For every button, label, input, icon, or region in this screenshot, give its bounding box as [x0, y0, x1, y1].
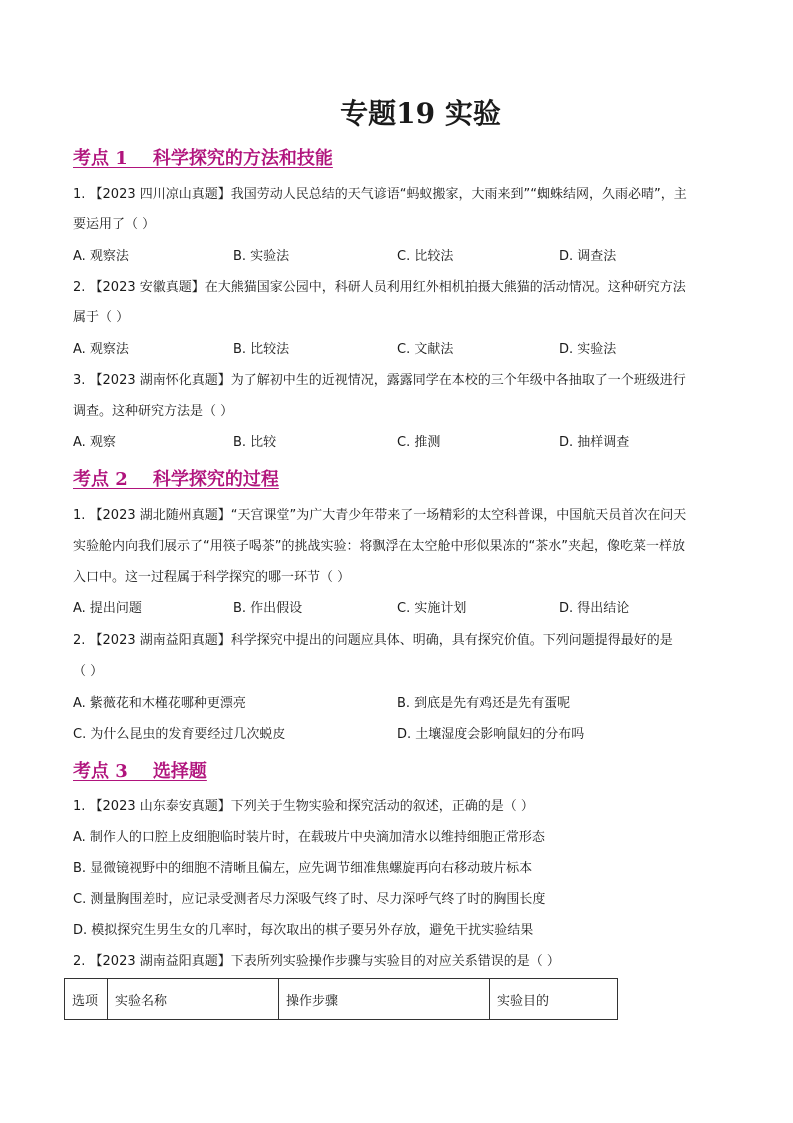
section-heading-3: 考点 3 选择题: [73, 761, 207, 782]
option-a: A. 制作人的口腔上皮细胞临时装片时，在载玻片中央滴加清水以维持细胞正常形态: [73, 830, 545, 845]
section-heading-1: 考点 1 科学探究的方法和技能: [73, 148, 333, 169]
question-text: 2. 【2023 安徽真题】在大熊猫国家公园中，科研人员利用红外相机拍摄大熊猫的活动情况。这种研究方法: [73, 280, 686, 295]
option-d: D. 得出结论: [559, 601, 630, 616]
question-text: 属于（ ）: [73, 310, 130, 325]
question-text: 2. 【2023 湖南益阳真题】下表所列实验操作步骤与实验目的对应关系错误的是（ ）: [73, 954, 560, 969]
question-text: 1. 【2023 山东泰安真题】下列关于生物实验和探究活动的叙述，正确的是（ ）: [73, 799, 534, 814]
option-b: B. 比较法: [233, 342, 290, 357]
table-header-cell: 选项: [65, 979, 108, 1020]
option-d: D. 模拟探究生男生女的几率时，每次取出的棋子要另外存放，避免干扰实验结果: [73, 923, 534, 938]
option-c: C. 文献法: [397, 342, 454, 357]
table-header-cell: 实验名称: [108, 979, 279, 1020]
option-b: B. 作出假设: [233, 601, 303, 616]
question-text: 1. 【2023 湖北随州真题】“天宫课堂”为广大青少年带来了一场精彩的太空科普课，中国航天员首次在问天: [73, 508, 687, 523]
experiment-table: [64, 978, 618, 1020]
table-header-cell: 实验目的: [490, 979, 618, 1020]
option-a: A. 观察: [73, 435, 116, 450]
option-c: C. 测量胸围差时，应记录受测者尽力深吸气终了时、尽力深呼气终了时的胸围长度: [73, 892, 546, 907]
question-text: 实验舱内向我们展示了“用筷子喝茶”的挑战实验：将飘浮在太空舱中形似果冻的“茶水”夹起，像吃菜一样放: [73, 539, 685, 554]
question-text: 要运用了（ ）: [73, 217, 156, 232]
option-a: A. 观察法: [73, 342, 129, 357]
option-b: B. 实验法: [233, 249, 290, 264]
option-a: A. 观察法: [73, 249, 129, 264]
section-heading-2: 考点 2 科学探究的过程: [73, 469, 279, 490]
question-text: 3. 【2023 湖南怀化真题】为了解初中生的近视情况，露露同学在本校的三个年级中各抽取了一个班级进行: [73, 373, 686, 388]
page-title: 专题19 实验: [340, 97, 501, 130]
question-text: （ ）: [73, 664, 104, 679]
option-a: A. 提出问题: [73, 601, 142, 616]
option-d: D. 土壤湿度会影响鼠妇的分布吗: [397, 727, 585, 742]
question-text: 2. 【2023 湖南益阳真题】科学探究中提出的问题应具体、明确，具有探究价值。下列问题提得最好的是: [73, 633, 673, 648]
table-header-cell: 操作步骤: [279, 979, 490, 1020]
option-c: C. 为什么昆虫的发育要经过几次蜕皮: [73, 727, 286, 742]
option-c: C. 推测: [397, 435, 441, 450]
option-d: D. 抽样调查: [559, 435, 630, 450]
question-text: 入口中。这一过程属于科学探究的哪一环节（ ）: [73, 570, 351, 585]
question-text: 1. 【2023 四川凉山真题】我国劳动人民总结的天气谚语“蚂蚁搬家，大雨来到”“蜘蛛结网，久雨必晴”，主: [73, 187, 687, 202]
option-b: B. 到底是先有鸡还是先有蛋呢: [397, 696, 571, 711]
option-d: D. 调查法: [559, 249, 617, 264]
question-text: 调查。这种研究方法是（ ）: [73, 404, 234, 419]
option-d: D. 实验法: [559, 342, 617, 357]
option-b: B. 比较: [233, 435, 277, 450]
option-c: C. 比较法: [397, 249, 454, 264]
option-c: C. 实施计划: [397, 601, 467, 616]
table-header-row: [65, 979, 618, 1020]
option-a: A. 紫薇花和木槿花哪种更漂亮: [73, 696, 246, 711]
option-b: B. 显微镜视野中的细胞不清晰且偏左，应先调节细准焦螺旋再向右移动玻片标本: [73, 861, 533, 876]
